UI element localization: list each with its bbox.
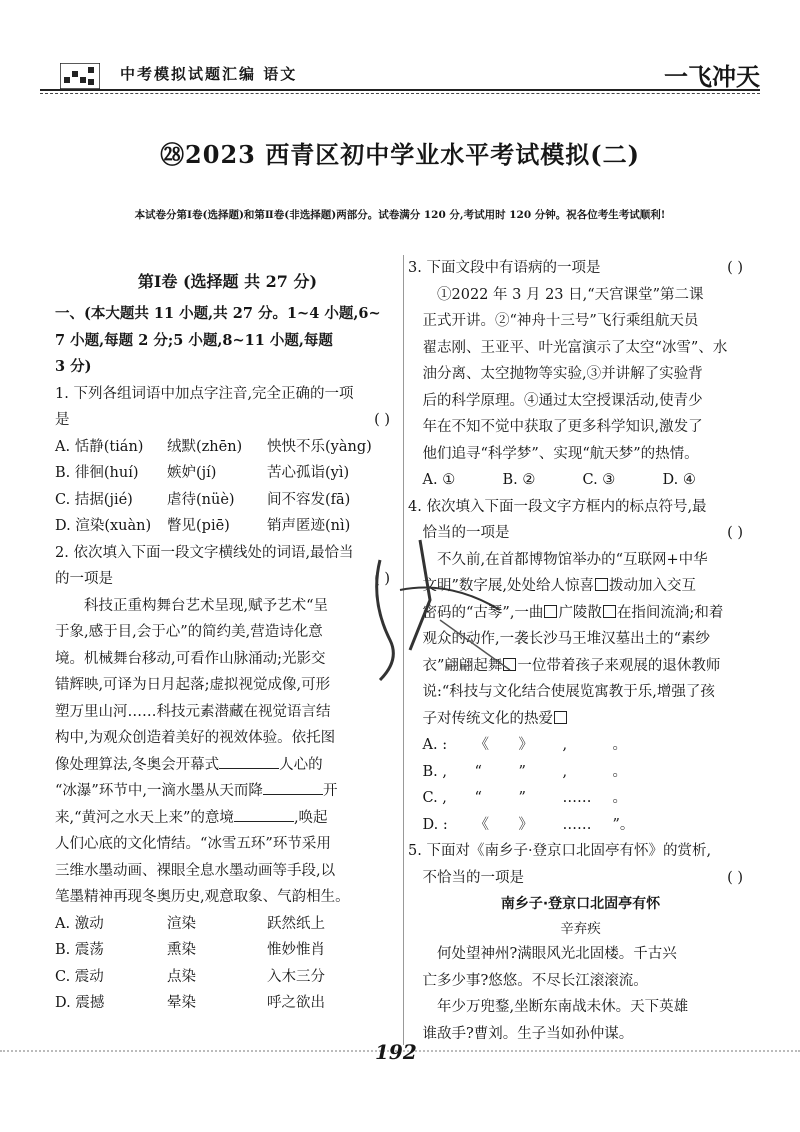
question-stem-text: 的一项是	[55, 571, 113, 587]
passage-line: 笔墨精神再现冬奥历史,观意取象、气韵相生。	[55, 889, 350, 905]
option-part: 惟妙惟肖	[267, 942, 325, 958]
passage-text: ,唤起	[293, 809, 328, 826]
option-part: 销声匿迹(nì)	[267, 518, 351, 534]
passage-line: 构中,为观众创造着美好的视效体验。依托图	[55, 730, 336, 746]
option-b[interactable]: B. ②	[502, 472, 536, 488]
handwritten-scribble	[360, 520, 520, 700]
question-stem	[55, 566, 400, 593]
option-c[interactable]	[55, 487, 400, 514]
option-part: ……	[562, 790, 592, 806]
option-part: 》	[518, 816, 533, 833]
question-stem	[408, 865, 753, 892]
option-c[interactable]: C. ③	[582, 472, 616, 488]
option-part: D. :	[422, 816, 448, 833]
header-rule	[40, 89, 760, 91]
series-title: 中考模拟试题汇编 语文	[120, 65, 298, 83]
passage-line: 不久前,在首都博物馆举办的“互联网+中华	[437, 551, 708, 568]
option-a[interactable]	[55, 434, 400, 461]
section-heading: 第Ⅰ卷 (选择题 共 27 分)	[137, 272, 318, 291]
option-part: ”	[518, 790, 526, 806]
passage-line: 三维水墨动画、裸眼全息水墨动画等手段,以	[55, 862, 336, 879]
question-2	[55, 540, 400, 1017]
option-part: B. 徘徊(huí)	[55, 465, 139, 481]
passage-text: 在指间流淌;和着	[616, 604, 724, 621]
passage-line: 油分离、太空抛物等实验,③并讲解了实验背	[422, 366, 703, 382]
poem-line: 亡多少事?悠悠。不尽长江滚滚流。	[422, 972, 648, 989]
option-part: B. 震荡	[55, 942, 104, 958]
question-stem	[55, 407, 400, 434]
option-d[interactable]: D. ④	[662, 472, 696, 488]
option-part: ,	[562, 763, 568, 780]
poem-line: 年少万兜鍪,坐断东南战未休。天下英雄	[437, 999, 689, 1015]
passage-line: 境。机械舞台移动,可看作山脉涌动;光影交	[55, 650, 326, 667]
passage-line: 说:“科技与文化结合使展览寓教于乐,增强了孩	[422, 684, 715, 700]
question-stem-text: 恰当的一项是	[422, 525, 510, 541]
page-header	[40, 55, 760, 95]
passage-text: 子对传统文化的热爱	[422, 710, 553, 727]
option-a[interactable]	[55, 911, 400, 938]
exam-note: 本试卷分第Ⅰ卷(选择题)和第Ⅱ卷(非选择题)两部分。试卷满分 120 分,考试用时 120 分钟。祝各位考生考试顺利!	[134, 209, 666, 221]
option-c[interactable]	[55, 964, 400, 991]
option-part: 渲染	[167, 915, 196, 932]
option-part: 点染	[167, 968, 196, 985]
question-stem-text: 是	[55, 412, 70, 428]
option-part: 间不容发(fā)	[267, 491, 351, 508]
answer-bracket[interactable]: ( )	[727, 869, 743, 886]
passage-text: 广陵散	[558, 604, 602, 621]
passage-line: 塑万里山河……科技元素潜藏在视觉语言结	[55, 703, 331, 720]
passage-line: 翟志刚、王亚平、叶光富演示了太空“冰雪”、水	[422, 339, 728, 356]
option-c[interactable]	[408, 785, 753, 812]
poem-author: 辛弃疾	[560, 921, 601, 937]
header-rule-dashed	[40, 93, 760, 94]
option-part: 瞥见(piē)	[167, 518, 230, 534]
answer-bracket[interactable]: ( )	[374, 412, 390, 428]
option-d[interactable]	[408, 812, 753, 839]
passage-line: 他们追寻“科学梦”、实现“航天梦”的热情。	[422, 445, 699, 462]
option-part: C. 震动	[55, 968, 104, 985]
option-d[interactable]	[55, 990, 400, 1017]
fill-blank-1[interactable]	[219, 752, 279, 769]
answer-bracket[interactable]: ( )	[727, 525, 743, 541]
option-part: “	[474, 790, 482, 806]
punct-box-1[interactable]	[595, 578, 608, 591]
option-part: 呼之欲出	[267, 995, 325, 1011]
passage-text: 衣”翩翩起舞	[422, 657, 503, 674]
option-part: 入木三分	[267, 968, 325, 985]
option-part: 怏怏不乐(yàng)	[267, 438, 372, 455]
fill-blank-3[interactable]	[234, 805, 294, 822]
brand-logo: 一飞冲天	[664, 63, 760, 91]
passage-line: 人们心底的文化情结。“冰雪五环”环节采用	[55, 836, 331, 852]
options-row	[408, 467, 753, 494]
question-stem: 5. 下面对《南乡子·登京口北固亭有怀》的赏析,	[408, 843, 712, 859]
passage-line: 年在不知不觉中获取了更多科学知识,激发了	[422, 419, 703, 435]
passage-text: 来,“黄河之水天上来”的意境	[55, 809, 234, 826]
passage-text: 开	[322, 783, 338, 799]
left-column	[55, 265, 400, 1017]
page-number: 192	[375, 1040, 417, 1064]
option-b[interactable]	[55, 937, 400, 964]
question-stem-text: 3. 下面文段中有语病的一项是	[408, 260, 601, 276]
passage-line	[55, 752, 400, 779]
question-5	[408, 838, 753, 1047]
option-part: 《	[474, 737, 489, 753]
section-instruction-line: 3 分)	[55, 358, 92, 375]
question-stem	[408, 255, 753, 282]
page-title: ㉘2023 西青区初中学业水平考试模拟(二)	[160, 140, 640, 169]
passage-line: 观众的动作,一袭长沙马王堆汉墓出土的“素纱	[422, 631, 711, 647]
question-3	[408, 255, 753, 494]
passage-line	[408, 706, 753, 733]
passage-text: 人心的	[279, 756, 323, 773]
question-1	[55, 381, 400, 540]
passage-text: 文明”数字展,处处给人惊喜	[422, 578, 595, 594]
answer-bracket[interactable]: ( )	[374, 571, 390, 587]
option-a[interactable]: A. ①	[422, 472, 456, 488]
passage-text: 拨动加入交互	[609, 578, 697, 594]
option-b[interactable]	[55, 460, 400, 487]
option-part: ……	[562, 816, 592, 833]
passage-text: 一位带着孩子来观展的退休教师	[517, 657, 721, 674]
option-part: A. 恬静(tián)	[55, 438, 144, 455]
option-part: ,	[562, 737, 568, 753]
passage-line: 后的科学原理。④通过太空授课活动,使青少	[422, 392, 703, 409]
punct-box-3[interactable]	[603, 605, 616, 618]
option-part: C. 拮据(jié)	[55, 491, 133, 508]
question-stem: 1. 下列各组词语中加点字注音,完全正确的一项	[55, 385, 354, 402]
option-part: B. ,	[422, 763, 447, 780]
option-part: D. 渲染(xuàn)	[55, 518, 152, 534]
option-part: 苦心孤诣(yì)	[267, 465, 350, 481]
option-part: 熏染	[167, 942, 196, 958]
question-stem: 4. 依次填入下面一段文字方框内的标点符号,最	[408, 498, 707, 515]
passage-text: 像处理算法,冬奥会开幕式	[55, 756, 220, 773]
option-part: 虐待(nüè)	[167, 491, 235, 508]
option-part: 晕染	[167, 995, 196, 1011]
passage-line: ①2022 年 3 月 23 日,“天宫课堂”第二课	[437, 286, 704, 303]
passage-line: 于象,感于目,会于心”的简约美,营造诗化意	[55, 624, 323, 640]
passage-text: “冰瀑”环节中,一滴水墨从天而降	[55, 783, 263, 799]
option-part: C. ,	[422, 790, 447, 806]
passage-line: 正式开讲。②“神舟十三号”飞行乘组航天员	[422, 313, 699, 329]
passage-line	[55, 805, 400, 832]
section-instruction-line: 7 小题,每题 2 分;5 小题,8~11 小题,每题	[55, 331, 333, 349]
checker-logo-icon	[60, 63, 100, 89]
option-part: 绒默(zhēn)	[167, 438, 243, 455]
option-part: ”。	[612, 816, 635, 833]
option-d[interactable]	[55, 513, 400, 540]
option-part: 》	[518, 737, 533, 753]
option-part: “	[474, 763, 482, 780]
passage-line: 科技正重构舞台艺术呈现,赋予艺术“呈	[84, 597, 329, 614]
option-part: ”	[518, 763, 526, 780]
poem-title: 南乡子·登京口北固亭有怀	[500, 896, 661, 912]
section-instruction-line: 一、(本大题共 11 小题,共 27 分。1~4 小题,6~	[55, 305, 381, 322]
question-stem-text: 不恰当的一项是	[422, 869, 524, 886]
poem-line: 何处望神州?满眼风光北固楼。千古兴	[437, 946, 677, 962]
option-a[interactable]	[408, 732, 753, 759]
option-part: A. :	[422, 737, 448, 753]
passage-line: 错辉映,可译为日月起落;虚拟视觉成像,可形	[55, 677, 331, 693]
option-part: 。	[612, 763, 627, 780]
option-b[interactable]	[408, 759, 753, 786]
option-part: 。	[612, 737, 627, 753]
option-part: A. 激动	[55, 915, 104, 932]
answer-bracket[interactable]: ( )	[727, 260, 743, 276]
option-part: 跃然纸上	[267, 915, 325, 932]
passage-text: 密码的“古琴”,一曲	[422, 604, 544, 621]
passage-line	[55, 778, 400, 805]
option-part: 《	[474, 816, 489, 833]
punct-box-5[interactable]	[554, 711, 567, 724]
option-part: 。	[612, 790, 627, 806]
poem-line: 谁敌手?曹刘。生子当如孙仲谋。	[422, 1025, 634, 1042]
option-part: D. 震撼	[55, 995, 105, 1011]
option-part: 嫉妒(jí)	[167, 465, 217, 481]
punct-box-2[interactable]	[544, 605, 557, 618]
fill-blank-2[interactable]	[263, 778, 323, 795]
question-stem: 2. 依次填入下面一段文字横线处的词语,最恰当	[55, 544, 354, 561]
